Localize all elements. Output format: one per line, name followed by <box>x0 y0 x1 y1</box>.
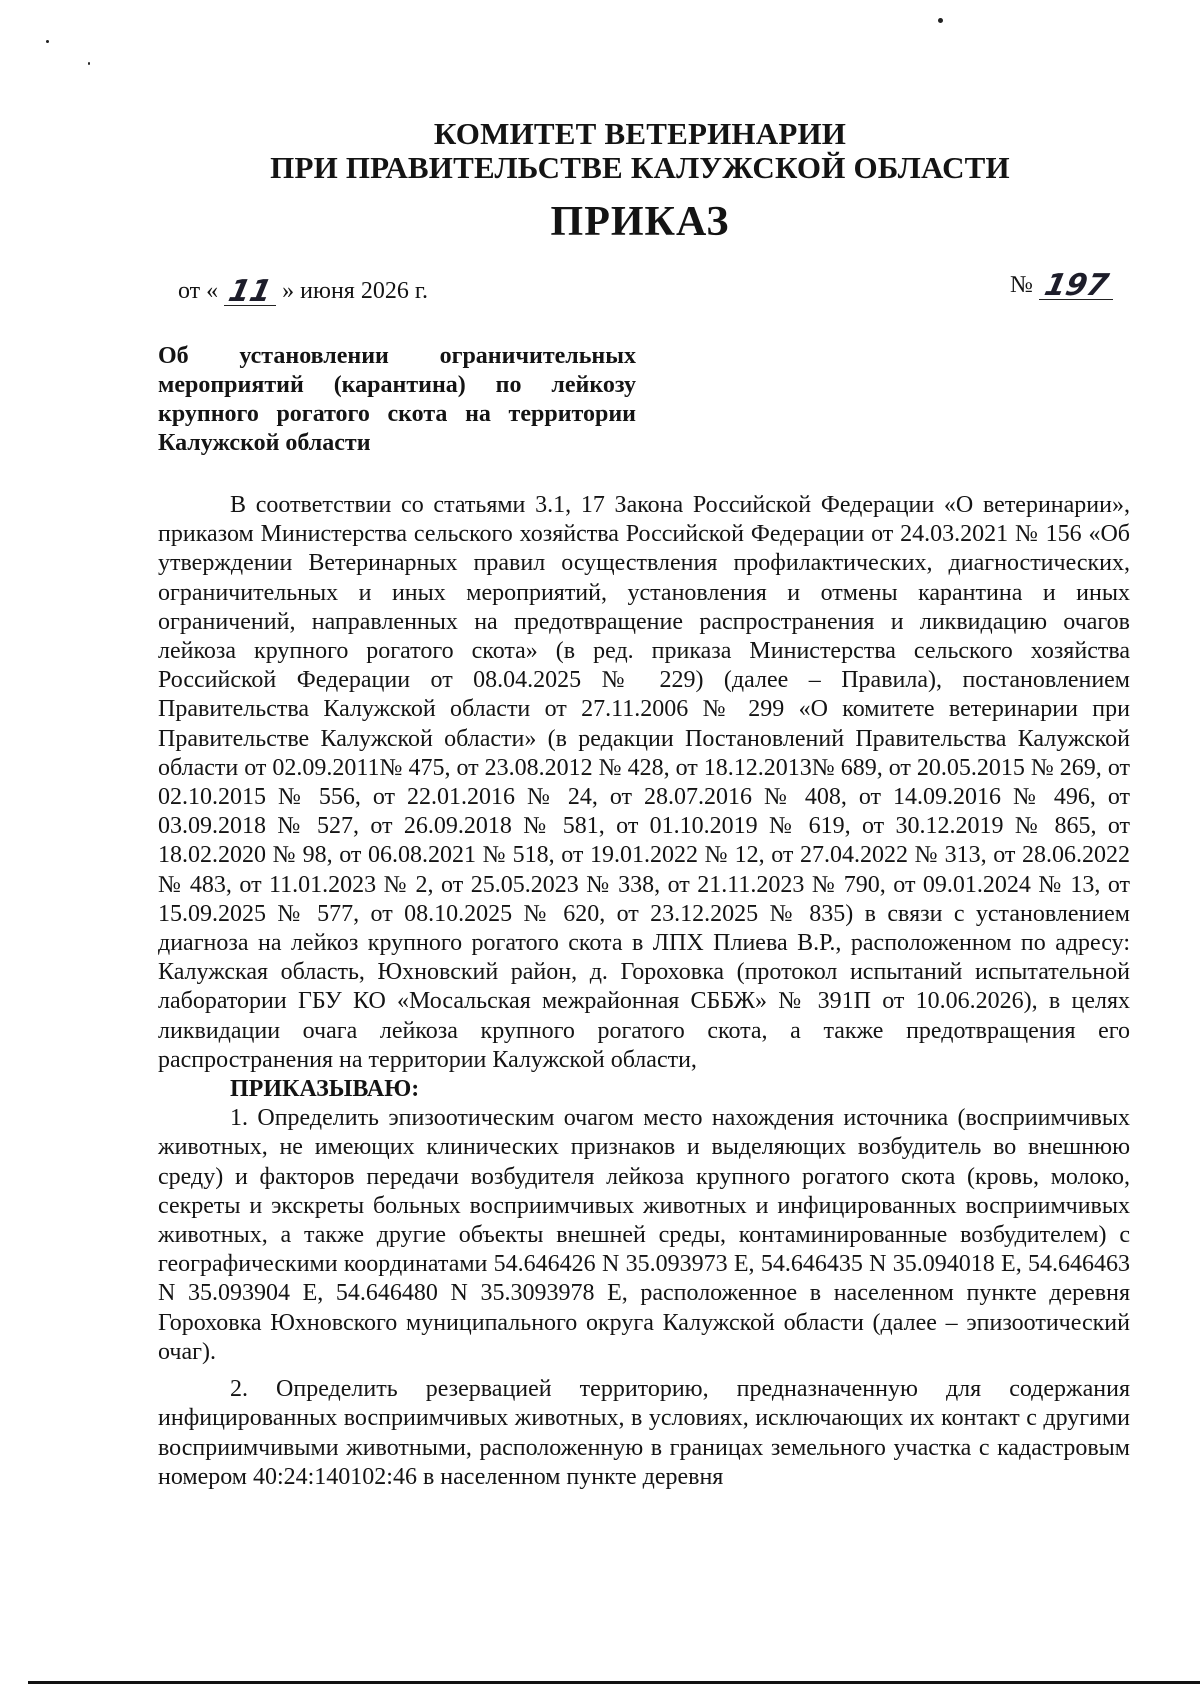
number-label: № <box>1010 272 1033 298</box>
document-type-title: ПРИКАЗ <box>550 199 730 245</box>
number-handwritten: 197 <box>1040 268 1112 303</box>
scan-speck <box>46 40 49 43</box>
order-directive: ПРИКАЗЫВАЮ: <box>230 1076 420 1103</box>
order-item-1: 1. Определить эпизоотическим очагом место нахождения источника (восприимчивых животных, не имеющих клинических признаков и выделяющих возбудитель во внешнюю среду) и факторов передачи возбудителя лейкоза крупного рогатого скота (кровь, молоко, секреты и экскреты больных восприимчивых животных и инфицированных восприимчивых животных, а также другие объекты внешней среды, контаминированные возбудителем) с географическими координатами 54.646426 N 35.093973 E, 54.646435 N 35.094018 E, 54.646463 N 35.093904 E, 54.646480 N 35.3093978 E, расположенное в населенном пункте деревня Гороховка Юхновского муниципального округа Калужской области (далее – эпизоотический очаг). <box>158 1105 1130 1365</box>
order-body <box>158 491 1130 1492</box>
date-prefix: от « <box>178 278 219 304</box>
date-day-blank <box>224 274 276 309</box>
order-number <box>1010 268 1113 303</box>
order-subject: Об установлении ограничительных мероприятий (карантина) по лейкозу крупного рогатого скота на территории Калужской области <box>158 343 636 456</box>
issuer-line-1: КОМИТЕТ ВЕТЕРИНАРИИ <box>433 116 847 151</box>
order-item-2: 2. Определить резервацией территорию, предназначенную для содержания инфицированных восприимчивых животных, в условиях, исключающих их контакт с другими восприимчивыми животными, расположенную в границах земельного участка с кадастровым номером 40:24:140102:46 в населенном пункте деревня <box>158 1376 1130 1490</box>
scan-speck <box>938 18 943 23</box>
page-bottom-edge <box>28 1681 1200 1684</box>
issuer-line-2: ПРИ ПРАВИТЕЛЬСТВЕ КАЛУЖСКОЙ ОБЛАСТИ <box>270 150 1010 185</box>
number-blank <box>1039 268 1113 303</box>
preamble-paragraph: В соответствии со статьями 3.1, 17 Закона Российской Федерации «О ветеринарии», приказом Министерства сельского хозяйства Российской Федерации от 24.03.2021 № 156 «Об утверждении Ветеринарных правил осуществления профилактических, диагностических, ограничительных и иных мероприятий, установления и отмены карантина и иных ограничений, направленных на предотвращение распространения и ликвидацию очагов лейкоза крупного рогатого скота» (в ред. приказа Министерства сельского хозяйства Российской Федерации от 08.04.2025 № 229) (далее – Правила), постановлением Правительства Калужской области от 27.11.2006 № 299 «О комитете ветеринарии при Правительстве Калужской области» (в редакции Постановлений Правительства Калужской области от 02.09.2011№ 475, от 23.08.2012 № 428, от 18.12.2013№ 689, от 20.05.2015 № 269, от 02.10.2015 № 556, от 22.01.2016 № 24, от 28.07.2016 № 408, от 14.09.2016 № 496, от 03.09.2018 № 527, от 26.09.2018 № 581, от 01.10.2019 № 619, от 30.12.2019 № 865, от 18.02.2020 № 98, от 06.08.2021 № 518, от 19.01.2022 № 12, от 27.04.2022 № 313, от 28.06.2022 № 483, от 11.01.2023 № 2, от 25.05.2023 № 338, от 21.11.2023 № 790, от 09.01.2024 № 13, от 15.09.2025 № 577, от 08.10.2025 № 620, от 23.12.2025 № 835) в связи с установлением диагноза на лейкоз крупного рогатого скота в ЛПХ Плиева В.Р., расположенном по адресу: Калужская область, Юхновский район, д. Гороховка (протокол испытаний испытательной лаборатории ГБУ КО «Мосальская межрайонная СББЖ» № 391П от 10.06.2026), в целях ликвидации очага лейкоза крупного рогатого скота, а также предотвращения его распространения на территории Калужской области, <box>158 492 1130 1073</box>
date-suffix: » июня 2026 г. <box>282 278 428 304</box>
scan-speck <box>88 62 90 65</box>
date-day-handwritten: 11 <box>225 274 275 309</box>
order-date <box>178 274 428 309</box>
